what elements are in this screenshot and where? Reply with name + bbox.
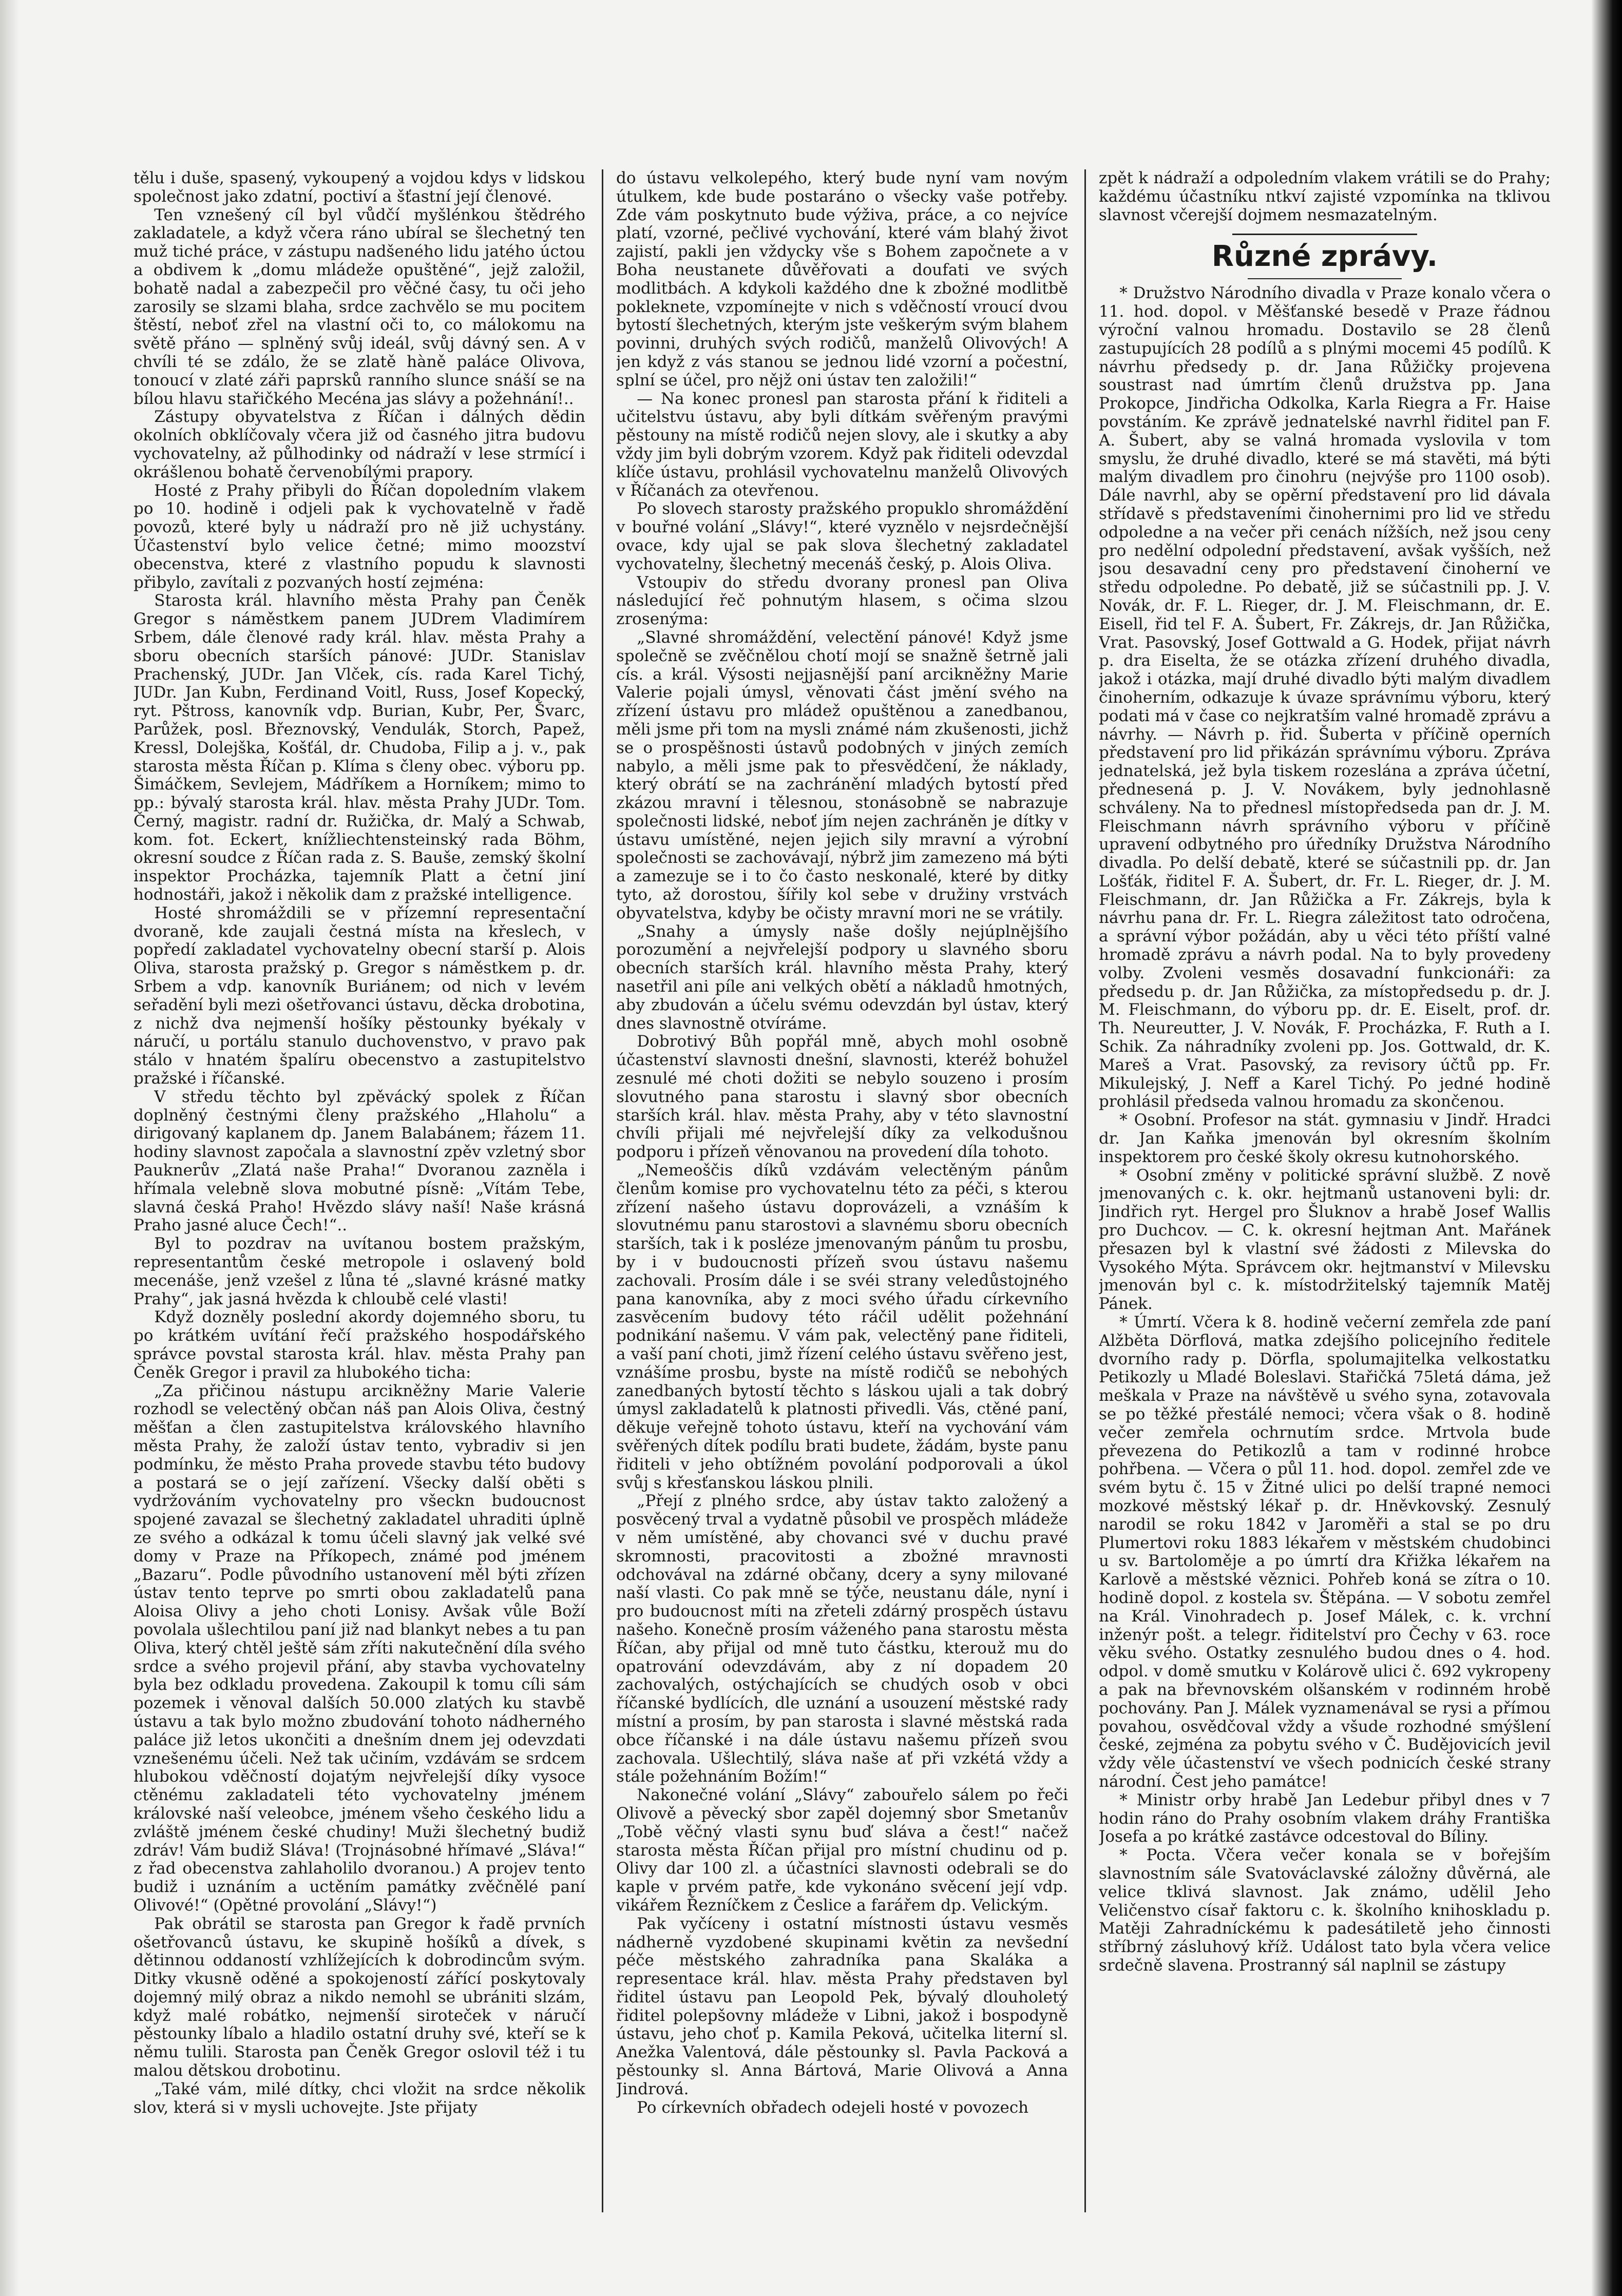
paragraph: Pak vyčíceny i ostatní místnosti ústavu vesměs nádherně vyzdobené skupinami květin za nevšední péče městského zahradníka pana Skaláka a representace král. hlav. města Prahy představen byl řiditel ústavu pan Leopold Pek, bývalý dlouholetý řiditel polepšovny mládeže v Libni, jakož i bospodyně ústavu, jeho choť p. Kamila Peková, učitelka literní sl. Anežka Valentová, dále pěstounky sl. Pavla Packová a pěstounky sl. Anna Bártová, Marie Olivová a Anna Jindrová.: [616, 1914, 1068, 2098]
paragraph: „Nemeoščis díků vzdávám velectěným pánům členům komise pro vychovatelnu této za péči, s kterou zřízení našeho ústavu doprovázeli, a vznáším k slovutnému panu starostovi a slavnému sboru obecních starších, tak i k posléze jmenovaným pánům tu prosbu, by i v budoucnosti přízeň svou ústavu našemu zachovali. Prosím dále i se svéi strany veledůstojného pana kanovníka, aby z moci svého úřadu církevního zasvěcením budovy této ráčil udělit požehnání podnikání našemu. V vám pak, velectěný pane řiditeli, a vaší paní choti, jimž řízení celého ústavu svěřeno jest, vznášíme prosbu, byste na místě rodičů se nebohých zanedbaných bytostí těchto s láskou ujali a tak dobrý úmysl zakladatelů k platnosti přivedli. Vás, ctěné paní, děkuje veřejně tohoto ústavu, kteří na vychování vám svěřených dítek podílu brati budete, žádám, byste panu řiditeli v jeho obtížném povolání podporovali a úkol svůj s křesťanskou láskou plnili.: [616, 1161, 1068, 1492]
paragraph: „Za přičinou nástupu arcikněžny Marie Valerie rozhodl se velectěný občan náš pan Alois Oliva, čestný měšťan a člen zastupitelstva královského hlavního města Prahy, že založí ústav tento, vybradiv si jen podmínku, že město Praha provede stavbu této budovy a postará se o její zařízení. Všecky další oběti s vydržováním vychovatelny pro všeckn budoucnost spojené zavazal se šlechetný zakladatel uhraditi úplně ze svého a odkázal k tomu účeli slavný jak velké své domy v Praze na Příkopech, známé pod jménem „Bazaru“. Podle původního ustanovení měl býti zřízen ústav tento teprve po smrti obou zakladatelů pana Aloisa Olivy a jeho choti Lonisy. Avšak vůle Boží povolala ušlechtilou paní již nad blankyt nebes a tu pan Oliva, který chtěl ještě sám zříti nakutečnění díla svého srdce a svého projevil přání, aby stavba vychovatelny byla bez odkladu provedena. Zakoupil k tomu cíli sám pozemek i věnoval dalších 50.000 zlatých ku stavbě ústavu a tak bylo možno zbudování tohoto nádherného paláce již letos ukončiti a dnešním dnem jej odevzdati vznešenému účeli. Než tak učiním, vzdávám se srdcem hlubokou vděčností dojatým nejvřelejší díky vysoce ctěnému zakladateli této vychovatelny jménem královské naší veleobce, jménem všeho českého lidu a zvláště jménem české chudiny! Muži šlechetný budiž zdráv! Vám budiž Sláva! (Trojnásobné hřímavé „Sláva!“ z řad obecenstva zahlaholilo dvoranou.) A projev tento budiž i uznáním a uctěním památky zvěčnělé paní Olivové!“ (Opětné provolání „Slávy!“): [133, 1381, 585, 1915]
column-divider: [602, 169, 603, 2212]
column-3: [1099, 169, 1551, 2212]
page-binding-shadow-left: [0, 0, 20, 2296]
news-item: * Družstvo Národního divadla v Praze konalo včera o 11. hod. dopol. v Měšťanské besedě v Praze řádnou výroční valnou hromadu. Dostavilo se 28 členů zastupujících 28 podílů a s plnými mocemi 45 podílů. K návrhu předsedy p. dr. Jana Růžičky projevena soustrast nad úmrtím členů družstva pp. Jana Prokopce, Jindřicha Odkolka, Karla Riegra a Fr. Haise povstáním. Ke zprávě jednatelské navrhl řiditel pan F. A. Šubert, aby se valná hromada vyslovila v tom smyslu, že druhé divadlo, které se má stavěti, má býti malým divadlem pro činohru (nejvýše pro 1100 osob). Dále navrhl, aby se opěrní představení pro lid dávala střídavě s představeními činohernimi pro lid ve středu odpoledne a na večer při cenách nížších, než jsou ceny pro nedělní odpolední představení, avšak vyšších, než jsou desavadní ceny pro představení činoherní ve středu odpoledne. Po debatě, již se súčastnili pp. J. V. Novák, dr. F. L. Rieger, dr. J. M. Fleischmann, dr. E. Eisell, řid tel F. A. Šubert, Fr. Zákrejs, dr. Jan Růžička, Vrat. Pasovský, Josef Gottwald a G. Hodek, přijat návrh p. dra Eiselta, že se otázka zřízení druhého divadla, jakož i otázka, mají druhé divadlo býti malým divadlem činoherním, odkazuje k úvaze správnímu výboru, který podati má v čase co nejkratším valné hromadě zprávu a návrhy. — Návrh p. řid. Šuberta v příčině operních představení pro lid přikázán správnímu výboru. Zpráva jednatelská, jež byla tiskem rozeslána a zpráva účetní, přednesená p. J. V. Novákem, byly jednohlasně schváleny. Na to přednesl místopředseda pan dr. J. M. Fleischmann návrh správního výboru v příčině upravení odbytného pro úředníky Družstva Národního divadla. Po delší debatě, které se súčastnili pp. dr. Jan Lošťák, řiditel F. A. Šubert, dr. Fr. L. Rieger, dr. J. M. Fleischmann, dr. Jan Růžička a Fr. Zákrejs, byla k návrhu pana dr. Fr. L. Riegra záležitost tato odročena, a správní výbor požádán, aby u věci této příští valné hromadě zprávu a návrh podal. Na to byly provedeny volby. Zvoleni vesměs dosavadní funkcionáři: za předsedu p. dr. Jan Růžička, za místopředsedu p. dr. J. M. Fleischmann, do výboru pp. dr. E. Eiselt, prof. dr. Th. Neureutter, J. V. Novák, F. Procházka, F. Ruth a I. Schik. Za náhradníky zvoleni pp. Jos. Gottwald, dr. K. Mareš a Vrat. Pasovský, za revisory účtů pp. Fr. Mikulejský, J. Neff a Karel Tichý. Po jedné hodině prohlásil předseda valnou hromadu za skončenou.: [1099, 284, 1551, 1111]
news-item: * Osobní. Profesor na stát. gymnasiu v Jindř. Hradci dr. Jan Kaňka jmenován byl okresním školním inspektorem pro české školy okresu kutnohorského.: [1099, 1111, 1551, 1166]
paragraph: „Slavné shromáždění, velectění pánové! Když jsme společně se zvěčnělou chotí mojí se snažně šetrně jali cís. a král. Výsosti nejjasnější paní arcikněžny Marie Valerie pojali úmysl, věnovati část jmění svého na zřízení ústavu pro mládež opuštěnou a zanedbanou, měli jsme při tom na mysli známé nám zkušenosti, jichž se o prospěšnosti ústavů podobných v jiných zemích nabylo, a měli jsme pak to přesvědčení, že nákladу, který obrátí se na zachránění mladých bytostí před zkázou mravní i tělesnou, stonásobně se nabrazuje společnosti lidské, neboť jím nejen zachráněn je dítky v ústavu umístěné, nejen jejich sily mravní a výrobní společnosti se zachovávají, nýbrž jim zamezeno má býti a zamezuje se i to čo často neskonalé, které by ditky tyto, až dorostou, šířily kol sebe v družiny vrstvách obyvatelstva, kdyby be očisty mravní mori ne se vrátily.: [616, 628, 1068, 922]
paragraph: zpět k nádraží a odpoledním vlakem vrátili se do Prahy; každému účastníku ntkví zajisté vzpomínka na tklivou slavnost včerejší dojmem nesmazatelným.: [1099, 169, 1551, 224]
paragraph: Ten vznešený cíl byl vůdčí myšlénkou štědrého zakladatele, a když včera ráno ubíral se šlechetný ten muž tiché práce, v zástupu nadšeného lidu jatého úctou a obdivem k „domu mládeže opuštěné“, jejž založil, bohatě nadal a zabezpečil pro věčné časy, tu oči jeho zarosily se slzami blaha, srdce zachvělo se mu pocitem štěstí, neboť zřel na vlastní oči to, co málokomu na světě přáno — splněný svůj ideál, svůj dávný sen. A v chvíli té se zdálo, že se zlatě hàně paláce Olivova, tonoucí v zlaté záři paprsků ranního slunce snáší se na bílou hlavu stařičkého Mecéna jas slávy a požehnání!..: [133, 205, 585, 408]
paragraph: Nakonečné volání „Slávy“ zabouřelo sálem po řeči Olivově a pěvecký sbor zapěl dojemný sbor Smetanův „Tobě věčný vlasti synu buď sláva a čest!“ načež starosta města Říčan přijal pro místní chudinu od p. Olivy dar 100 zl. a účastníci slavnosti odebrali se do kaple v prvém patře, kde vykonáno svěcení její vdp. vikářem Řezníčkem z Česlice a farářem dp. Velickým.: [616, 1786, 1068, 1915]
paragraph: Po církevních obřadech odejeli hosté v povozech: [637, 2098, 1029, 2117]
paragraph: Po slovech starosty pražského propuklo shromáždění v bouřné volání „Slávy!“, které vyznělo v nejsrdečnější ovace, kdy ujal se pak slova šlechetný zakladatel vychovatelny, šlechetný mecenáš český, p. Alois Oliva.: [616, 499, 1068, 573]
news-item: * Ministr orby hrabě Jan Ledebur přibyl dnes v 7 hodin ráno do Prahy osobním vlakem dráhy Františka Josefa a po krátké zastávce odcestoval do Bíliny.: [1099, 1790, 1551, 1846]
news-item: * Osobní změny v politické správní službě. Z nově jmenovaných c. k. okr. hejtmanů ustanoveni byli: dr. Jindřich ryt. Hergel pro Šluknov a hrabě Josef Wallis pro Duchcov. — C. k. okresní hejtman Ant. Mařánek přesazen byl k vlastní své žádosti z Milevska do Vysokého Mýta. Správcem okr. hejtmanství v Milevsku jmenován byl c. k. místodržitelský tajemník Matěj Pánek.: [1099, 1166, 1551, 1314]
page-binding-shadow-right: [1591, 0, 1622, 2296]
paragraph: Pak obrátil se starosta pan Gregor k řadě prvních ošetřovanců ústavu, ke skupině hošíků a dívek, s dětinnou oddaností vzhlížejících k dobrodincům svým. Ditky vkusně oděné a spokojeností zářící poskytovaly dojemný milý obraz a nikdo nemohl se ubrániti slzám, když malé robátko, nejmenší sirotеček v náručí pěstounky líbalo a hladilo ostatní druhy své, kteří se k němu tulili. Starosta pan Čeněk Gregor oslovil též i tu malou dětskou drobotinu.: [133, 1914, 585, 2080]
paragraph: „Také vám, milé dítky, chci vložit na srdce několik slov, která si v mysli uchovejte. Jste přijaty: [133, 2079, 585, 2117]
paragraph: Zástupy obyvatelstva z Říčan i dálných dědin okolních obklíčovaly včera již od časného jitra budovu vychovatelny, až půlhodinky od nádraží v lese strmící i okrášlenou bohatě červenobílými prapory.: [133, 408, 585, 481]
paragraph: Vstoupiv do středu dvorany pronesl pan Oliva následující řeč pohnutým hlasem, s očima slzou zrosenýma:: [616, 573, 1068, 629]
paragraph: Když dozněly poslední akordy dojemného sboru, tu po krátkém uvítání řečí pražského hospodářského správce povstal starosta král. hlav. města Prahy pan Čeněk Gregor i pravil za hlubokého ticha:: [133, 1308, 585, 1382]
paragraph: Starosta král. hlavního města Prahy pan Čeněk Gregor s náměstkem panem JUDrem Vladimírem Srbem, dále členové rady král. hlav. města Prahy a sboru obecních starších pánové: JUDr. Stanislav Prachenský, JUDr. Jan Vlček, cís. rada Karel Tichý, JUDr. Jan Kubn, Ferdinand Voitl, Russ, Josef Kopecký, ryt. Pštross, kanovník vdp. Burian, Kubr, Per, Švarc, Parůžek, posl. Březnovský, Vendulák, Storch, Papež, Kressl, Dolejška, Košťál, dr. Chudoba, Filip a j. v., pak starosta města Říčan p. Klíma s členy obec. výboru pp. Šimáčkem, Sevlejem, Mádříkem a Horníkem; mimo to pp.: bývalý starosta král. hlav. města Prahy JUDr. Tom. Černý, magistr. radní dr. Ružička, dr. Malý a Schwab, kom. fot. Eckert, knížliechtensteinský rada Böhm, okresní soudce z Říčan rada z. S. Bauše, zemský školní inspektor Procházka, tajemník Platt a četní jiní hodnostáři, jakož i několik dam z pražské intelligence.: [133, 591, 585, 904]
news-item: * Pocta. Včera večer konala se v bořejším slavnostním sále Svatováclavské záložny důvěrná, ale velice tklivá slavnost. Jak známo, udělil Jeho Veličenstvo císař faktoru c. k. školního knihoskladu p. Matěji Zahradníckému k padesátiletě jeho činnosti stříbrný zásluhový kříž. Událost tato byla včera velice srdečně slavena. Prostranný sál naplnil se zástupy: [1099, 1846, 1551, 1975]
paragraph: „Snahy a úmysly naše došly nejúplnějšího porozumění a nejvřelejší podpory u slavného sboru obecních starších král. hlavního města Prahy, který nasetřil ani píle ani velkých obětí a nákladů hmotných, aby zbudován a účelu svému odevzdán byl ústav, který dnes slavnostně otvíráme.: [616, 922, 1068, 1033]
paragraph: Hosté z Prahy přibyli do Říčan dopoledním vlakem po 10. hodině i odjeli pak k vychovatelně v řadě povozů, které byly u nádraží pro ně již uchystány. Účastenství bylo velice četné; mimo moozství obecenstva, které z vlastního popudu k slavnosti přibylo, zavítali z pozvaných hostí zejména:: [133, 481, 585, 592]
paragraph: Byl to pozdrav na uvítanou bostem pražským, representantům české metropole i oslavený bold mecenáše, jenž vzešel z lůna té „slavné krásné matky Prahy“, jak jasná hvězda k chloubě celé vlasti!: [133, 1234, 585, 1308]
paragraph: Dobrotivý Bůh popřál mně, abych mohl osobně účastenství slavnosti dnešní, slavnosti, kteréž bohužel zesnulé mé choti dožiti se nebylo souzeno i prosím slovutného pana starostu i slavný sbor obecních starších král. hlav. města Prahy, aby v této slavnostní chvíli přijali mé nejvřelejší díky za velkodušnou podporu i přízeň věnovanou na provedení díla tohoto.: [616, 1032, 1068, 1162]
column-2: [616, 169, 1068, 2212]
news-item: * Úmrtí. Včera k 8. hodině večerní zemřela zde paní Alžběta Dörflová, matka zdejšího policejního ředitele dvorního rady p. Dörfla, spolumajitelka velkostatku Petikozly u Mladé Boleslavi. Stařičká 75letá dáma, jež meškala v Praze na návštěvě u svého syna, zotavovala se po těžké přestálé nemoci; včera však o 8. hodině večer zemřela ochrnutím srdce. Mrtvola bude převezena do Petikozlů a tam v rodinné hrobce pohřbena. — Včera o půl 11. hod. dopol. zemřel zde ve svém bytu č. 15 v Žitné ulici po delší trapné nemoci mozkové městský lékař p. dr. Hněvkovský. Zesnulý narodil se roku 1842 v Jaroměři a stal se po dru Plumertovi roku 1883 lékařem v městském chudobinci u sv. Bartoloměje a po úmrtí dra Křižka lékařem na Karlově a městské věznici. Pohřeb koná se zítra o 10. hodině dopol. z kostela sv. Štěpána. — V sobotu zemřel na Král. Vinohradech p. Josef Málek, c. k. vrchní inženýr pošt. a telegr. řiditelství pro Čechy v 63. roce věku svého. Ostatky zesnulého budou dnes o 4. hod. odpol. v domě smutku v Kolárově ulici č. 692 vykropeny a pak na břevnovském olšanském v rodinném hrobě pochovány. Pan J. Málek vyznamenával se rysi a přímou povahou, osvědčoval vždy a všude rozhodné smýšlení české, zejména za pobytu svého v Č. Budějovicích jevil vždy věle účastenství ve všech podnicích české strany národní. Čest jeho památce!: [1099, 1313, 1551, 1791]
paragraph: „Přejí z plného srdce, aby ústav takto založený a posvěcený trval a vydatně působil ve prospěch mládeže v něm umístěné, aby chovanci své v duchu pravé skromnosti, pracovitosti a zbožné mravnosti odchovával na zdárné občany, dcery a syny milované naší vlasti. Co pak mně se týče, neustanu dále, nyní i pro budoucnost míti na zřeteli zdárný prospěch ústavu našeho. Konečně prosím váženého pana starostu města Říčan, aby přijal od mně tuto částku, kterouž mu do opatrování odevzdávám, aby z ní dopadem 20 zachovalých, ostýchajících se chudých osob v obci říčanské bydlících, dle uznání a usouzení městské rady místní a prosím, by pan starosta i slavné městská rada obce říčanské i na dále ústavu našemu přízeň svou zachovala. Ušlechtilý, sláva naše ať při vzkétá vždy a stále požehnáním Božím!“: [616, 1492, 1068, 1786]
section-rule: [1232, 234, 1417, 235]
section-heading: Různé zprávy.: [1211, 240, 1438, 274]
paragraph: do ústavu velkolepého, který bude nyní vam novým útulkem, kde bude postaráno o všecky vaše potřeby. Zde vám poskytnuto bude výživa, práce, a co nejvíce platí, vzorné, pečlivé vychování, které vám blahý život zajistí, pakli jen vždycky vše s Bohem započnete a v Boha neustanete důvěřovati a doufati ve svých modlitbách. A kdykoli každého dne k zbožné modlitbě pokleknete, vzpomínejte v nich s vděčností vroucí dvou bytostí šlechetných, kterým jste veškerým svým blahem povinni, druhých svých rodičů, manželů Olivových! A jen když z vás stanou se jednou lidé vzorní a počestní, splní se účel, pro nějž oni ústav ten založili!“: [616, 169, 1068, 390]
section-rule: [1248, 278, 1402, 279]
paragraph: V středu těchto byl zpěvácký spolek z Říčan doplněný čestnými členy pražského „Hlaholu“ a dirigovaný kaplanem dp. Janem Balabánem; řázem 11. hodiny slavnost započala a slavnostní zpěv vzletný sbor Pauknerův „Zlatá naše Praha!“ Dvoranou zazněla i hřímala velebně slova mobutné písně: „Vítám Tebe, slavná česká Praho! Hvězdo slávy naší! Naše krásná Praho jasné aluce Čech!“..: [133, 1087, 585, 1235]
paragraph: tělu i duše, spasený, vykoupený a vojdou kdys v lidskou společnost jako zdatní, poctiví a šťastní její členové.: [133, 169, 585, 206]
paragraph: Hosté shromáždili se v přízemní representační dvoraně, kde zaujali čestná místa na křeslech, v popředí zakladatel vychovatelny obecní starší p. Alois Oliva, starosta pražský p. Gregor s náměstkem p. dr. Srbem a vdp. kanovník Buriánem; od nich v levém seřadění byli mezi ošetřovanci ústavu, děcka drobotina, z nichž dva nejmenší hošíky pěstounky byékaly v náručí, u portálu stanulo duchovenstvo, v pravo pak stálo v hnatém špalíru obecenstvo a zastupitelstvo pražské i říčanské.: [133, 903, 585, 1088]
column-divider: [1084, 169, 1086, 2212]
paragraph: — Na konec pronesl pan starosta přání k řiditeli a učitelstvu ústavu, aby byli dítkám svěřeným pravými pěstouny na místě rodičů nejen slovy, ale i skutky a aby vždy jim byli dobrým vzorem. Když pak řiditeli odevzdal klíče ústavu, prohlásil vychovatelnu manželů Olivových v Říčanách za otevřenou.: [616, 389, 1068, 500]
column-1: [133, 169, 585, 2212]
newspaper-page: [133, 169, 1551, 2212]
